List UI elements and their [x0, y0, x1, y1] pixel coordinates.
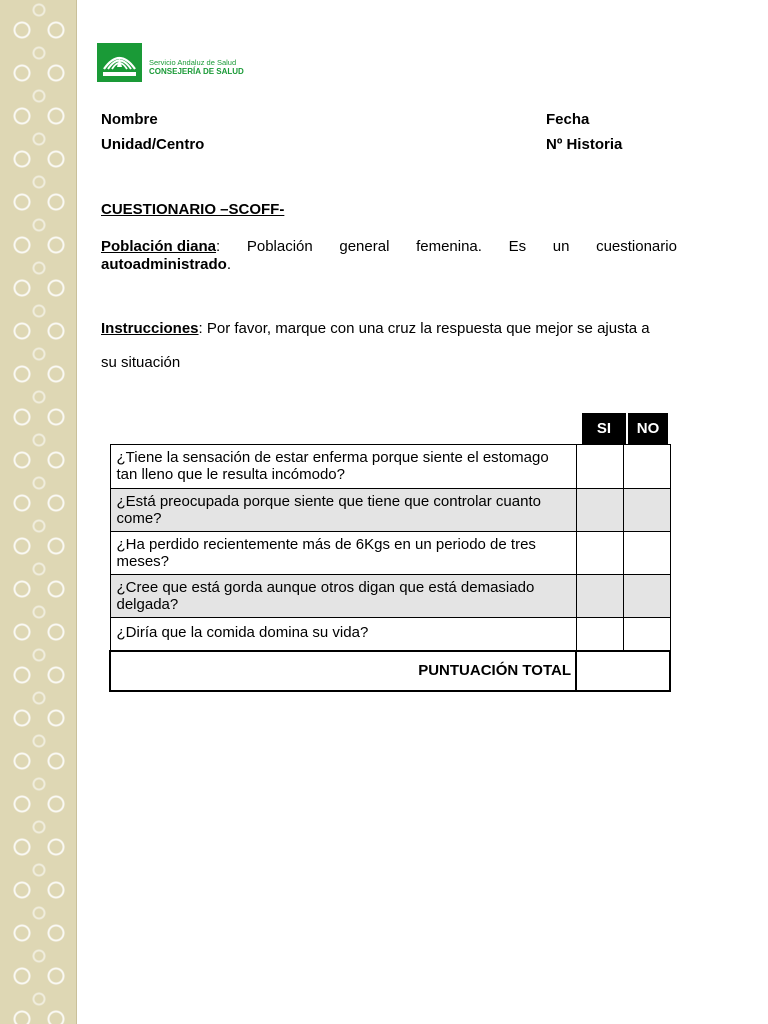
logo-service-name: Servicio Andaluz de Salud	[149, 58, 237, 67]
poblacion-word: femenina.	[416, 238, 482, 255]
poblacion-label: Población diana	[101, 238, 217, 255]
sidebar-divider	[76, 0, 77, 1024]
table-row	[110, 445, 670, 489]
answer-si-cell[interactable]	[576, 575, 623, 618]
poblacion-period: .	[226, 256, 232, 273]
fecha-label: Fecha	[546, 111, 590, 128]
answer-no-cell[interactable]	[623, 618, 670, 651]
logo-ministry-name: CONSEJERÍA DE SALUD	[149, 67, 244, 76]
poblacion-word: Es	[508, 238, 527, 255]
poblacion-word: un	[552, 238, 570, 255]
poblacion-line-1	[101, 238, 677, 256]
scoff-questions-table	[109, 444, 671, 692]
poblacion-word: cuestionario	[596, 238, 677, 255]
decorative-sidebar	[0, 0, 76, 1024]
total-score-label: PUNTUACIÓN TOTAL	[110, 651, 576, 691]
poblacion-line-2	[101, 256, 677, 274]
answer-si-cell[interactable]	[576, 618, 623, 651]
table-row	[110, 618, 670, 651]
poblacion-word: general	[339, 238, 390, 255]
question-text: ¿Cree que está gorda aunque otros digan que está demasiado delgada?	[110, 575, 576, 618]
answer-si-cell[interactable]	[576, 445, 623, 489]
document-title: CUESTIONARIO –SCOFF-	[101, 201, 285, 218]
answer-si-cell[interactable]	[576, 489, 623, 532]
question-text: ¿Está preocupada porque siente que tiene que controlar cuanto come?	[110, 489, 576, 532]
nombre-label: Nombre	[101, 111, 158, 128]
question-text: ¿Diría que la comida domina su vida?	[110, 618, 576, 651]
table-row	[110, 575, 670, 618]
numero-historia-label: Nº Historia	[546, 136, 623, 153]
instrucciones-label: Instrucciones	[101, 320, 199, 337]
poblacion-paragraph	[101, 238, 677, 274]
instrucciones-line-1	[101, 320, 677, 337]
column-header-no: NO	[628, 413, 668, 444]
logo-emblem	[97, 43, 142, 82]
table-row	[110, 489, 670, 532]
poblacion-colon: :	[216, 238, 221, 255]
answer-si-cell[interactable]	[576, 532, 623, 575]
answer-no-cell[interactable]	[623, 445, 670, 489]
instrucciones-text: : Por favor, marque con una cruz la respuesta que mejor se ajusta a	[198, 320, 650, 337]
question-text: ¿Tiene la sensación de estar enferma porque siente el estomago tan lleno que le resulta incómodo?	[110, 445, 576, 489]
junta-emblem-icon	[97, 43, 142, 82]
answer-no-cell[interactable]	[623, 532, 670, 575]
poblacion-word: Población	[246, 238, 313, 255]
total-row	[110, 651, 670, 691]
question-text: ¿Ha perdido recientemente más de 6Kgs en un periodo de tres meses?	[110, 532, 576, 575]
column-header-si: SI	[582, 413, 626, 444]
unidad-centro-label: Unidad/Centro	[101, 136, 205, 153]
total-score-cell[interactable]	[576, 651, 670, 691]
instrucciones-line-2: su situación	[101, 354, 181, 371]
autoadministrado-term: autoadministrado	[101, 256, 227, 273]
answer-no-cell[interactable]	[623, 575, 670, 618]
answer-no-cell[interactable]	[623, 489, 670, 532]
poblacion-label-group	[101, 238, 220, 256]
table-row	[110, 532, 670, 575]
junta-andalucia-logo	[97, 43, 244, 83]
